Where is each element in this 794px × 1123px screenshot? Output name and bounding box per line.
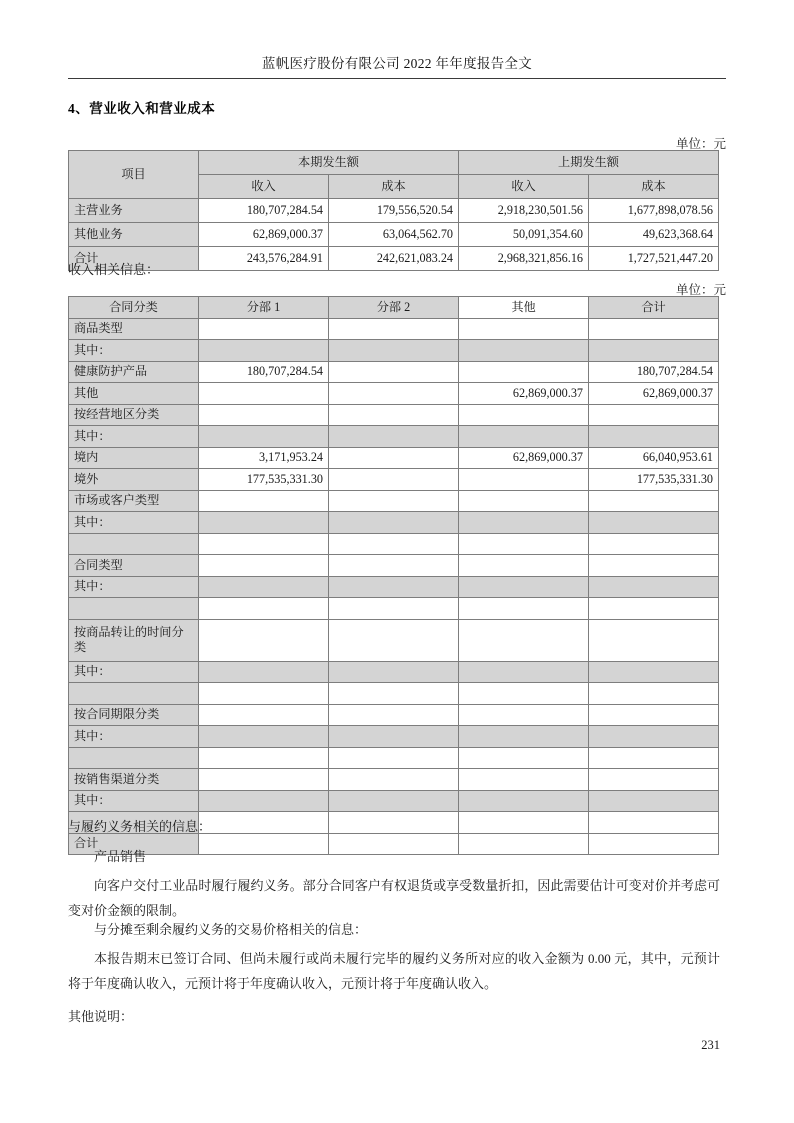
table-subgroup-row [69, 790, 719, 812]
row-label: 按经营地区分类 [69, 404, 199, 426]
cell-total [589, 598, 719, 620]
row-label: 其他 [69, 383, 199, 405]
row-label: 按销售渠道分类 [69, 769, 199, 791]
cell-total: 66,040,953.61 [589, 447, 719, 469]
performance-obligation-caption: 与履约义务相关的信息： [68, 819, 212, 834]
table-subgroup-row [69, 340, 719, 362]
document-running-header: 蓝帆医疗股份有限公司 2022 年年度报告全文 [68, 52, 726, 79]
product-sales-paragraph: 向客户交付工业品时履行履约义务。部分合同客户有权退货或享受数量折扣，因此需要估计可变对价并考虑可变对价金额的限制。 [68, 878, 720, 918]
cell-segment1: 180,707,284.54 [199, 361, 329, 383]
cell-total [589, 704, 719, 726]
cell-segment1 [199, 383, 329, 405]
cell-other [459, 726, 589, 748]
cell-other [459, 340, 589, 362]
unit-label-table2: 单位：元 [675, 283, 726, 297]
cell-segment2 [329, 533, 459, 555]
row-label: 其他业务 [69, 223, 199, 247]
cell-segment1 [199, 598, 329, 620]
header-item: 项目 [69, 151, 199, 199]
row-label: 其中： [69, 426, 199, 448]
cell-segment1 [199, 683, 329, 705]
cell-total: 177,535,331.30 [589, 469, 719, 491]
cell-other [459, 769, 589, 791]
cell-other [459, 683, 589, 705]
cell-other [459, 790, 589, 812]
table-empty-row [69, 747, 719, 769]
table-row [69, 490, 719, 512]
cell-segment1 [199, 512, 329, 534]
row-label: 健康防护产品 [69, 361, 199, 383]
cell-total [589, 318, 719, 340]
header-segment1: 分部 1 [199, 297, 329, 319]
cell-segment2 [329, 426, 459, 448]
cell-total [589, 747, 719, 769]
row-label: 境内 [69, 447, 199, 469]
cell-total [589, 769, 719, 791]
header-total: 合计 [589, 297, 719, 319]
cell-other [459, 533, 589, 555]
table-row [69, 447, 719, 469]
cell-cost-prior: 1,677,898,078.56 [589, 199, 719, 223]
cell-segment2 [329, 576, 459, 598]
cell-other [459, 469, 589, 491]
cell-segment1 [199, 404, 329, 426]
table-header-row [69, 297, 719, 319]
cell-segment2 [329, 361, 459, 383]
cell-cost-current: 63,064,562.70 [329, 223, 459, 247]
row-label: 其中： [69, 790, 199, 812]
cell-segment1 [199, 576, 329, 598]
cell-segment1: 177,535,331.30 [199, 469, 329, 491]
cell-total [589, 512, 719, 534]
cell-segment2 [329, 598, 459, 620]
cell-cost-prior: 1,727,521,447.20 [589, 247, 719, 271]
cell-other [459, 661, 589, 683]
cell-segment1 [199, 426, 329, 448]
cell-other: 62,869,000.37 [459, 383, 589, 405]
contract-category-breakdown-table [68, 296, 719, 855]
table-row [69, 769, 719, 791]
cell-revenue-prior: 50,091,354.60 [459, 223, 589, 247]
row-label [69, 533, 199, 555]
cell-segment2 [329, 790, 459, 812]
cell-segment2 [329, 661, 459, 683]
cell-segment1 [199, 661, 329, 683]
cell-segment1 [199, 790, 329, 812]
cell-total [589, 340, 719, 362]
report-period-paragraph: 本报告期末已签订合同、但尚未履行或尚未履行完毕的履约义务所对应的收入金额为 0.00 元，其中，元预计将于年度确认收入，元预计将于年度确认收入，元预计将于年度确认收入。 [68, 951, 720, 991]
cell-segment1 [199, 619, 329, 661]
header-cost-current: 成本 [329, 175, 459, 199]
cell-other [459, 404, 589, 426]
header-revenue-current: 收入 [199, 175, 329, 199]
cell-total [589, 661, 719, 683]
cell-segment1 [199, 555, 329, 577]
table-row [69, 704, 719, 726]
table-subgroup-row [69, 576, 719, 598]
cell-other [459, 704, 589, 726]
cell-segment2 [329, 512, 459, 534]
row-label: 按合同期限分类 [69, 704, 199, 726]
row-label: 境外 [69, 469, 199, 491]
cell-segment2 [329, 769, 459, 791]
cell-total [589, 576, 719, 598]
row-label: 合计 [69, 833, 199, 855]
cell-segment2 [329, 404, 459, 426]
cell-segment1 [199, 490, 329, 512]
cell-cost-prior: 49,623,368.64 [589, 223, 719, 247]
cell-revenue-prior: 2,968,321,856.16 [459, 247, 589, 271]
table-row [69, 469, 719, 491]
product-sales-heading: 产品销售 [94, 849, 147, 864]
table-row [69, 555, 719, 577]
cell-segment1 [199, 318, 329, 340]
table-empty-row [69, 683, 719, 705]
allocation-caption: 与分摊至剩余履约义务的交易价格相关的信息： [94, 922, 368, 937]
header-cost-prior: 成本 [589, 175, 719, 199]
cell-other [459, 555, 589, 577]
row-label [69, 598, 199, 620]
row-label: 其中： [69, 576, 199, 598]
cell-total [589, 404, 719, 426]
cell-total [589, 683, 719, 705]
cell-segment1 [199, 747, 329, 769]
cell-segment2 [329, 447, 459, 469]
cell-other [459, 598, 589, 620]
table-subgroup-row [69, 426, 719, 448]
row-label: 主营业务 [69, 199, 199, 223]
table-row [69, 361, 719, 383]
cell-total [589, 533, 719, 555]
header-current-period: 本期发生额 [199, 151, 459, 175]
cell-total [589, 555, 719, 577]
row-label: 其中： [69, 726, 199, 748]
cell-segment1 [199, 726, 329, 748]
cell-revenue-current: 243,576,284.91 [199, 247, 329, 271]
cell-other [459, 426, 589, 448]
cell-other [459, 619, 589, 661]
header-other: 其他 [459, 297, 589, 319]
row-label: 其中： [69, 512, 199, 534]
cell-other: 62,869,000.37 [459, 447, 589, 469]
table-row [69, 318, 719, 340]
cell-revenue-current: 180,707,284.54 [199, 199, 329, 223]
cell-revenue-current: 62,869,000.37 [199, 223, 329, 247]
cell-segment2 [329, 726, 459, 748]
cell-total [589, 426, 719, 448]
cell-other [459, 318, 589, 340]
revenue-info-caption: 收入相关信息： [68, 262, 160, 277]
table-row [69, 619, 719, 661]
table-subgroup-row [69, 726, 719, 748]
cell-other [459, 512, 589, 534]
cell-cost-current: 179,556,520.54 [329, 199, 459, 223]
cell-segment2 [329, 555, 459, 577]
header-segment2: 分部 2 [329, 297, 459, 319]
cell-segment1 [199, 704, 329, 726]
row-label: 合同类型 [69, 555, 199, 577]
header-prior-period: 上期发生额 [459, 151, 719, 175]
other-notes-caption: 其他说明： [68, 1009, 134, 1024]
cell-segment2 [329, 683, 459, 705]
table-row [69, 404, 719, 426]
row-label: 合计 [69, 247, 199, 271]
cell-segment2 [329, 383, 459, 405]
cell-segment1 [199, 769, 329, 791]
row-label: 按商品转让的时间分类 [69, 619, 199, 661]
table-subgroup-row [69, 661, 719, 683]
table-row [69, 223, 719, 247]
section-heading: 4、营业收入和营业成本 [68, 101, 216, 116]
cell-segment2 [329, 469, 459, 491]
row-label: 商品类型 [69, 318, 199, 340]
cell-segment1 [199, 340, 329, 362]
header-revenue-prior: 收入 [459, 175, 589, 199]
cell-segment2 [329, 619, 459, 661]
cell-segment2 [329, 704, 459, 726]
cell-total: 62,869,000.37 [589, 383, 719, 405]
table-row [69, 383, 719, 405]
cell-segment2 [329, 340, 459, 362]
cell-other [459, 490, 589, 512]
row-label: 其中： [69, 340, 199, 362]
cell-total [589, 490, 719, 512]
unit-label-table1: 单位：元 [675, 137, 726, 151]
table-empty-row [69, 533, 719, 555]
table-empty-row [69, 598, 719, 620]
row-label: 其中： [69, 661, 199, 683]
cell-other [459, 747, 589, 769]
header-contract-category: 合同分类 [69, 297, 199, 319]
table-header-row [69, 151, 719, 175]
cell-segment1: 3,171,953.24 [199, 447, 329, 469]
cell-revenue-prior: 2,918,230,501.56 [459, 199, 589, 223]
table-row [69, 199, 719, 223]
cell-cost-current: 242,621,083.24 [329, 247, 459, 271]
cell-total [589, 790, 719, 812]
cell-segment1 [199, 533, 329, 555]
row-label [69, 683, 199, 705]
cell-other [459, 361, 589, 383]
row-label: 市场或客户类型 [69, 490, 199, 512]
cell-total: 180,707,284.54 [589, 361, 719, 383]
table-subgroup-row [69, 512, 719, 534]
cell-segment2 [329, 490, 459, 512]
cell-other [459, 576, 589, 598]
cell-segment2 [329, 747, 459, 769]
cell-total [589, 726, 719, 748]
row-label [69, 747, 199, 769]
revenue-cost-summary-table [68, 150, 719, 271]
cell-total [589, 619, 719, 661]
page-number: 231 [701, 1038, 720, 1052]
cell-segment2 [329, 318, 459, 340]
